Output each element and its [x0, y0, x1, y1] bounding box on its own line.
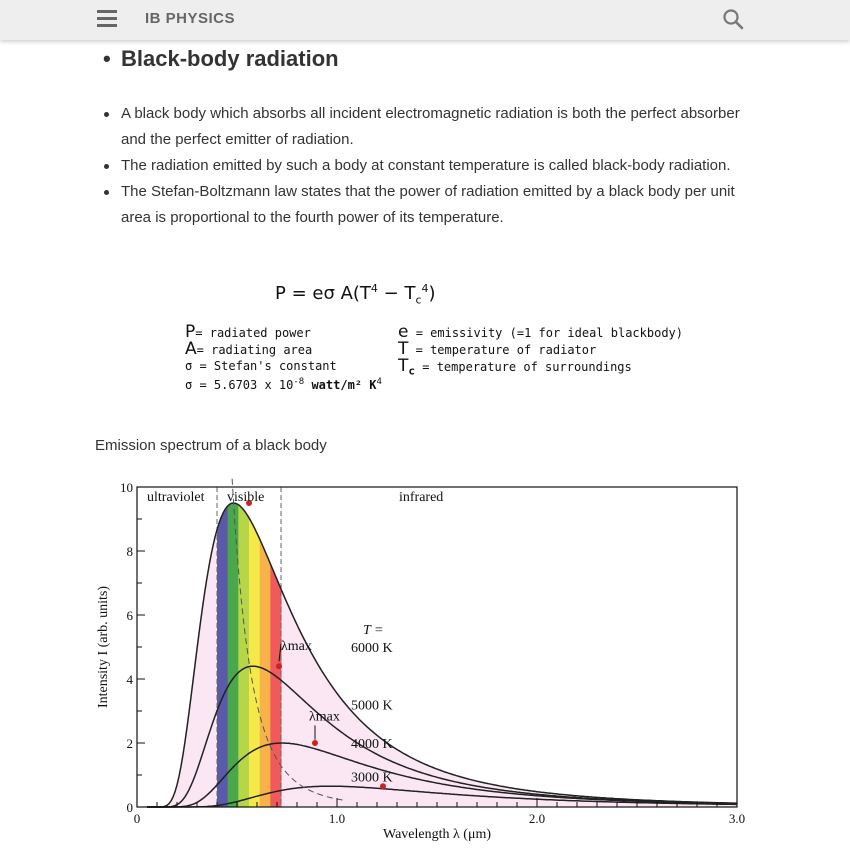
top-app-bar	[0, 0, 850, 40]
heading-bullet: •	[103, 46, 111, 71]
series-label: 6000 K	[351, 641, 393, 656]
bullet-list	[104, 101, 754, 231]
equation: P = eσ $A(T^4 - T_c^4)$	[275, 282, 436, 307]
search-icon[interactable]	[722, 8, 744, 30]
y-tick-label: 10	[120, 480, 133, 495]
x-tick-label: 3.0	[728, 811, 746, 826]
visible-band-strip	[270, 487, 281, 807]
site-title[interactable]: IB PHYSICS	[145, 10, 236, 27]
definition-power: P= radiated power	[185, 322, 311, 342]
hamburger-menu-icon[interactable]	[97, 10, 117, 28]
y-tick-label: 4	[126, 672, 133, 687]
region-label-visible: visible	[227, 490, 265, 505]
y-tick-label: 2	[126, 736, 133, 751]
series-label: 4000 K	[351, 737, 393, 752]
section-heading	[103, 46, 339, 72]
x-axis-label: Wavelength λ (μm)	[382, 827, 492, 842]
temperature-heading: T =	[363, 623, 384, 639]
definition-emissivity: e = emissivity (=1 for ideal blackbody)	[398, 322, 684, 342]
list-item: A black body which absorbs all incident electromagnetic radiation is both the perfect absorber and the perfect emitter of radiation.	[104, 101, 754, 153]
list-item: The radiation emitted by such a body at constant temperature is called black-body radiation.	[104, 153, 754, 179]
visible-band-strip	[260, 487, 271, 807]
y-tick-label: 6	[126, 608, 133, 623]
peak-point	[312, 740, 318, 746]
x-tick-label: 0	[133, 811, 141, 826]
region-label-infrared: infrared	[399, 490, 444, 505]
visible-band-strip	[228, 487, 239, 807]
visible-band-strip	[238, 487, 249, 807]
stefan-boltzmann-formula	[180, 280, 684, 400]
lambda-max-label: λmax	[281, 639, 312, 655]
y-tick-label: 0	[126, 800, 133, 815]
definition-temperature: T = temperature of radiator	[398, 339, 597, 359]
sigma-value: σ = 5.6703 x $10^{-8}$ watt/m² $K^4$	[185, 377, 382, 392]
chart-svg	[90, 478, 750, 848]
definition-area: A= radiating area	[185, 339, 313, 359]
definition-sigma: σ = Stefan's constant	[185, 359, 337, 373]
series-label: 3000 K	[351, 770, 393, 786]
figure-caption: Emission spectrum of a black body	[95, 437, 327, 454]
series-label: 5000 K	[351, 698, 393, 714]
heading-text: Black-body radiation	[121, 46, 339, 71]
y-tick-label: 8	[126, 544, 133, 559]
x-tick-label: 1.0	[328, 811, 346, 826]
x-tick-label: 2.0	[528, 811, 546, 826]
y-axis-label: Intensity I (arb. units)	[96, 585, 111, 709]
blackbody-chart	[90, 478, 750, 848]
region-label-ultraviolet: ultraviolet	[147, 490, 205, 505]
lambda-max-label: λmax	[309, 709, 340, 725]
visible-band-strip	[217, 487, 228, 807]
list-item: The Stefan-Boltzmann law states that the power of radiation emitted by a black body per unit area is proportional to the fourth power of its temperature.	[104, 179, 754, 231]
peak-point	[276, 663, 282, 669]
definition-surroundings: $T_c$ = temperature of surroundings	[398, 356, 632, 378]
